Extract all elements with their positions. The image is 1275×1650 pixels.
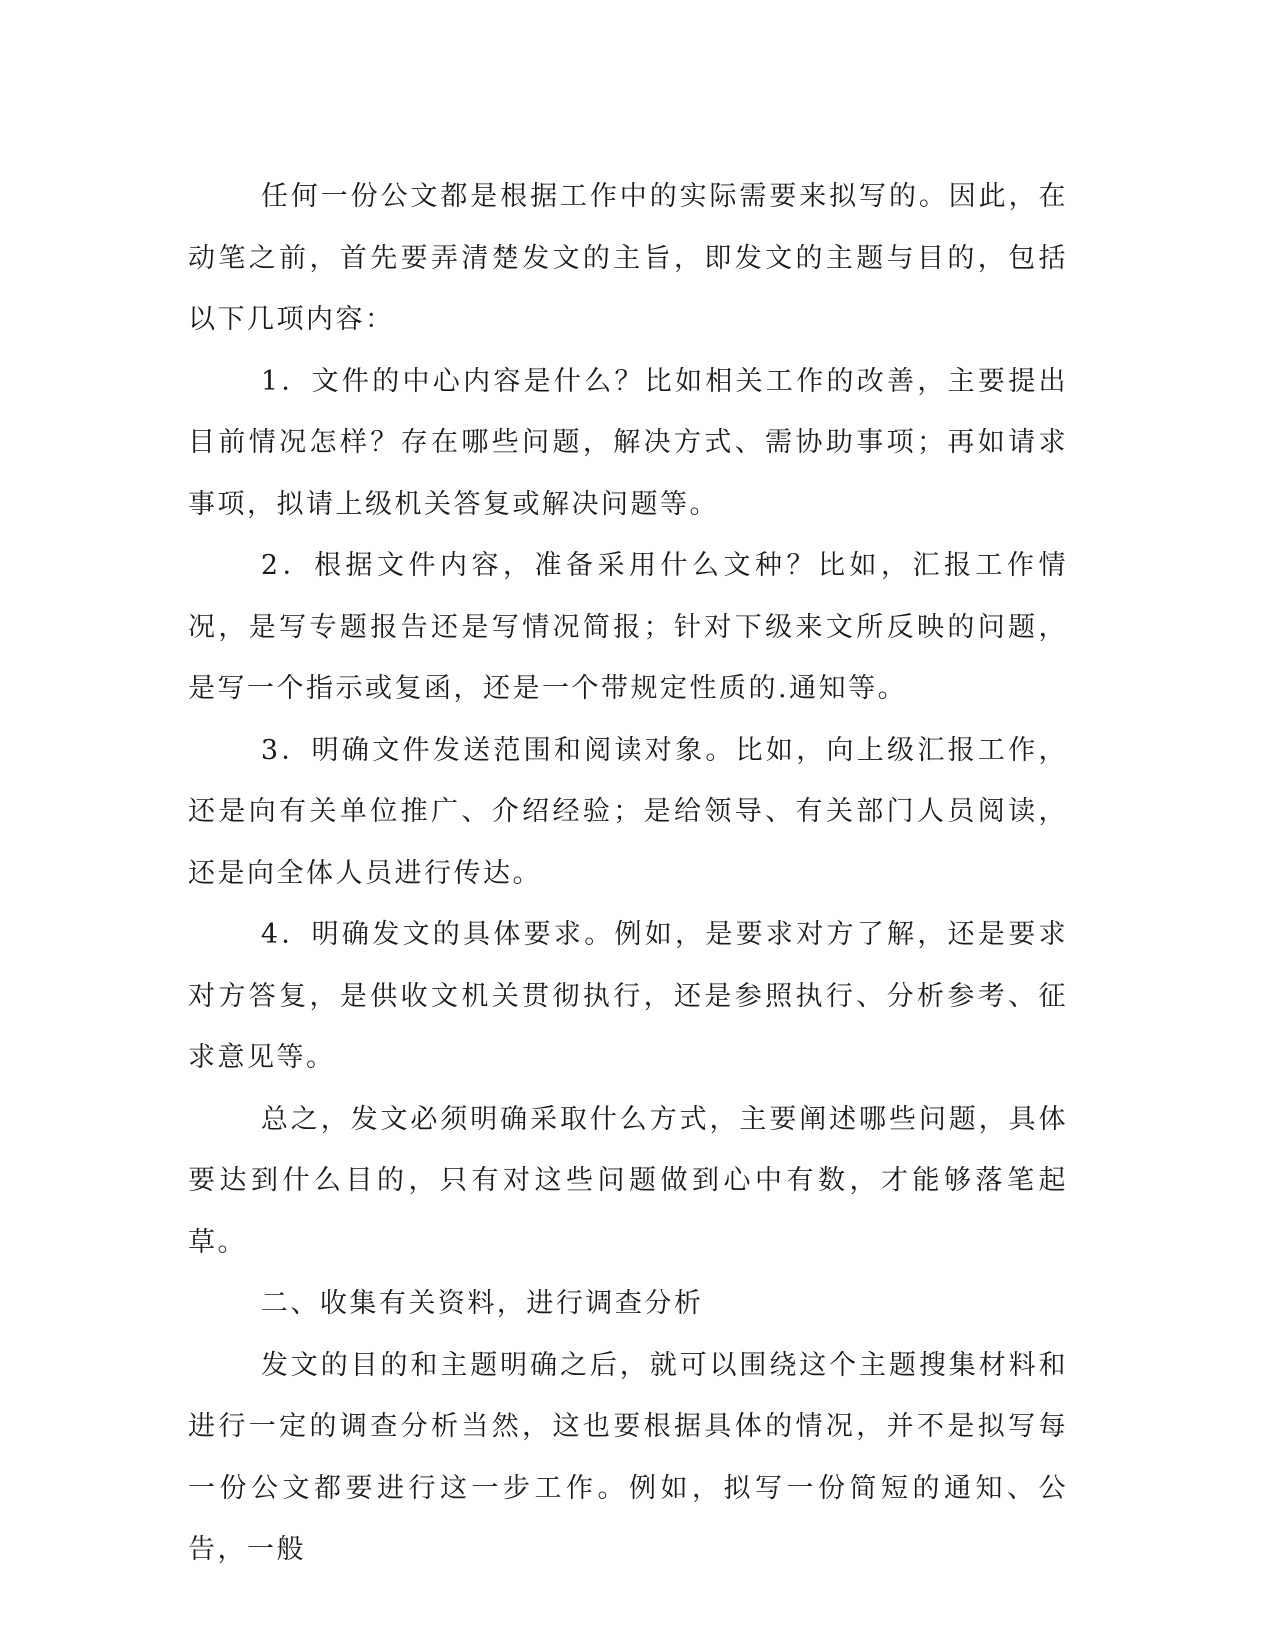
paragraph-item-1: 1．文件的中心内容是什么？比如相关工作的改善，主要提出目前情况怎样？存在哪些问题，解决方式、需协助事项；再如请求事项，拟请上级机关答复或解决问题等。 xyxy=(188,365,1068,520)
paragraph-item-3: 3．明确文件发送范围和阅读对象。比如，向上级汇报工作，还是向有关单位推广、介绍经验；是给领导、有关部门人员阅读，还是向全体人员进行传达。 xyxy=(188,734,1068,889)
paragraph-intro: 任何一份公文都是根据工作中的实际需要来拟写的。因此，在动笔之前，首先要弄清楚发文的主旨，即发文的主题与目的，包括以下几项内容： xyxy=(188,181,1068,335)
section-heading: 二、收集有关资料，进行调查分析 xyxy=(260,1288,704,1319)
paragraph-section-body: 发文的目的和主题明确之后，就可以围绕这个主题搜集材料和进行一定的调查分析当然，这也要根据具体的情况，并不是拟写每一份公文都要进行这一步工作。例如，拟写一份简短的通知、公告，一般 xyxy=(188,1349,1068,1565)
document-body xyxy=(188,166,1068,1581)
paragraph-item-4: 4．明确发文的具体要求。例如，是要求对方了解，还是要求对方答复，是供收文机关贯彻执行，还是参照执行、分析参考、征求意见等。 xyxy=(188,919,1068,1073)
paragraph-summary: 总之，发文必须明确采取什么方式，主要阐述哪些问题，具体要达到什么目的，只有对这些问题做到心中有数，才能够落笔起草。 xyxy=(188,1103,1068,1258)
paragraph-item-2: 2．根据文件内容，准备采用什么文种？比如，汇报工作情况，是写专题报告还是写情况简报；针对下级来文所反映的问题，是写一个指示或复函，还是一个带规定性质的.通知等。 xyxy=(188,550,1068,704)
